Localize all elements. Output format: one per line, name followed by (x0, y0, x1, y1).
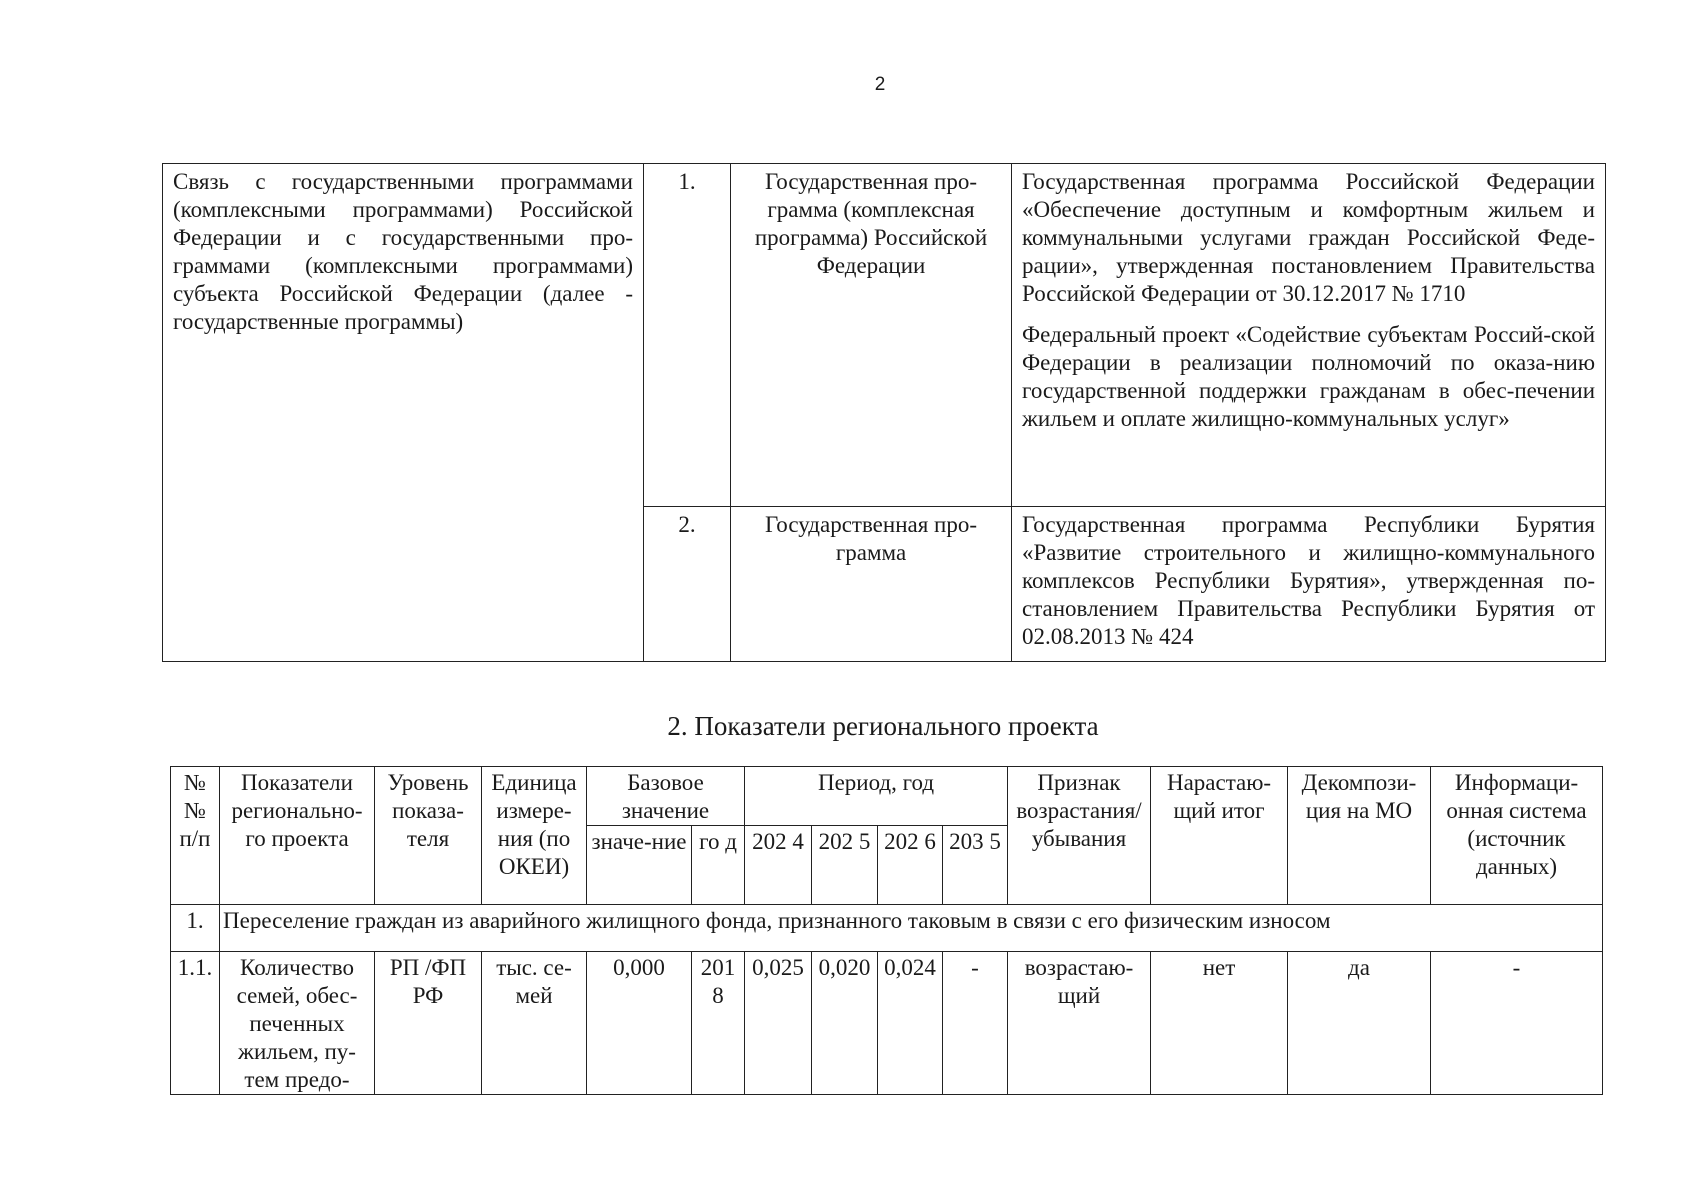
header-trend: Признак возрастания/ убывания (1008, 767, 1151, 905)
section-title: 2. Показатели регионального проекта (667, 711, 1099, 741)
row-cumulative: нет (1151, 952, 1288, 1095)
program-row (163, 164, 1606, 507)
table-row (171, 952, 1603, 1095)
header-decomposition: Декомпози-ция на МО (1288, 767, 1431, 905)
header-year-2026: 202 6 (878, 826, 943, 905)
program-num: 2. (644, 507, 731, 662)
header-year-2035: 203 5 (943, 826, 1008, 905)
row-value-2024: 0,025 (745, 952, 812, 1095)
page-number: 2 (874, 74, 886, 95)
indicators-table (170, 766, 1603, 1095)
header-unit: Единица измере-ния (по ОКЕИ) (482, 767, 587, 905)
row-trend: возрастаю-щий (1008, 952, 1151, 1095)
link-label-cell: Связь с государственными программами (комплексными программами) Российской Федерации и с государственными про-граммами (комплексными программами) субъекта Российской Федерации (далее - государственные программы) (163, 164, 644, 662)
row-value-2025: 0,020 (812, 952, 878, 1095)
row-indicator: Количество семей, обес-печенных жильем, пу-тем предо- (220, 952, 375, 1095)
row-decomposition: да (1288, 952, 1431, 1095)
header-num: № № п/п (171, 767, 220, 905)
program-type: Государственная про-грамма (комплексная программа) Российской Федерации (731, 164, 1012, 507)
header-indicator: Показатели регионально-го проекта (220, 767, 375, 905)
header-level: Уровень показа-теля (375, 767, 482, 905)
program-type: Государственная про-грамма (731, 507, 1012, 662)
row-value-2026: 0,024 (878, 952, 943, 1095)
row-value-2035: - (943, 952, 1008, 1095)
header-base: Базовое значение (587, 767, 745, 826)
header-base-value: значе-ние (587, 826, 692, 905)
row-info-system: - (1431, 952, 1603, 1095)
header-cumulative: Нарастаю-щий итог (1151, 767, 1288, 905)
program-desc-cell (1012, 164, 1606, 507)
row-unit: тыс. се-мей (482, 952, 587, 1095)
row-level: РП /ФП РФ (375, 952, 482, 1095)
row-base-year: 201 8 (692, 952, 745, 1095)
program-desc: Государственная программа Российской Федерации «Обеспечение доступным и комфортным жильем и коммунальными услугами граждан Российской Феде-рации», утвержденная постановлением Правительства Российской Федерации от 30.12.2017 № 1710 (1022, 169, 1595, 306)
header-year-2025: 202 5 (812, 826, 878, 905)
section-text: Переселение граждан из аварийного жилищного фонда, признанного таковым в связи с его физическим износом (220, 905, 1603, 952)
header-row (171, 767, 1603, 826)
programs-links-table (162, 163, 1606, 662)
header-year-2024: 202 4 (745, 826, 812, 905)
header-period: Период, год (745, 767, 1008, 826)
federal-project-desc: Федеральный проект «Содействие субъектам Россий-ской Федерации в реализации полномочий по оказа-нию государственной поддержки гражданам в обес-печении жильем и оплате жилищно-коммунальных услуг» (1022, 322, 1595, 431)
program-num: 1. (644, 164, 731, 507)
header-info-system: Информаци-онная система (источник данных) (1431, 767, 1603, 905)
section-num: 1. (171, 905, 220, 952)
row-base-value: 0,000 (587, 952, 692, 1095)
header-base-year: го д (692, 826, 745, 905)
section-row (171, 905, 1603, 952)
row-num: 1.1. (171, 952, 220, 1095)
program-desc: Государственная программа Республики Бурятия «Развитие строительного и жилищно-коммунального комплексов Республики Бурятия», утвержденная по-становлением Правительства Республики Бурятия от 02.08.2013 № 424 (1012, 507, 1606, 662)
